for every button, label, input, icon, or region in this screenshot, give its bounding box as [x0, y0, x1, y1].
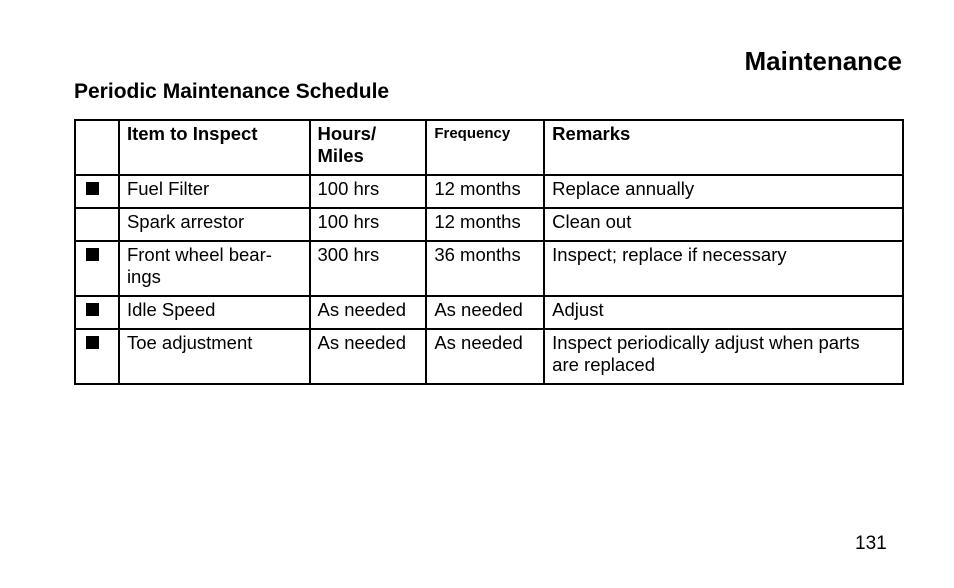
row-item: Fuel Filter — [119, 175, 310, 208]
row-hours: 100 hrs — [310, 208, 427, 241]
black-square-icon — [86, 336, 99, 349]
header-mark — [75, 120, 119, 175]
row-item: Idle Speed — [119, 296, 310, 329]
row-frequency: 12 months — [426, 208, 544, 241]
page-number: 131 — [855, 533, 887, 554]
row-marker-cell — [75, 296, 119, 329]
table-title: Periodic Maintenance Schedule — [74, 80, 390, 103]
row-hours: 100 hrs — [310, 175, 427, 208]
row-remarks: Inspect; replace if necessary — [544, 241, 903, 296]
row-marker-cell — [75, 208, 119, 241]
section-title: Maintenance — [744, 46, 902, 76]
row-remarks: Clean out — [544, 208, 903, 241]
black-square-icon — [86, 182, 99, 195]
row-remarks: Adjust — [544, 296, 903, 329]
row-marker-cell — [75, 241, 119, 296]
table-row — [75, 241, 903, 296]
table-header-row — [75, 120, 903, 175]
header-remarks: Remarks — [544, 120, 903, 175]
row-hours: 300 hrs — [310, 241, 427, 296]
black-square-icon — [86, 248, 99, 261]
black-square-icon — [86, 303, 99, 316]
row-item: Front wheel bear- ings — [119, 241, 310, 296]
header-frequency: Frequency — [426, 120, 544, 175]
maintenance-schedule-table — [74, 119, 904, 385]
table-row — [75, 296, 903, 329]
row-marker-cell — [75, 175, 119, 208]
table-row — [75, 175, 903, 208]
header-hours: Hours/ Miles — [310, 120, 427, 175]
row-remarks: Inspect periodically adjust when parts are replaced — [544, 329, 903, 384]
row-hours: As needed — [310, 296, 427, 329]
table-row — [75, 329, 903, 384]
row-item: Spark arrestor — [119, 208, 310, 241]
row-marker-cell — [75, 329, 119, 384]
row-frequency: As needed — [426, 296, 544, 329]
row-item: Toe adjustment — [119, 329, 310, 384]
row-frequency: 12 months — [426, 175, 544, 208]
row-frequency: As needed — [426, 329, 544, 384]
row-frequency: 36 months — [426, 241, 544, 296]
table-row — [75, 208, 903, 241]
row-remarks: Replace annually — [544, 175, 903, 208]
header-item: Item to Inspect — [119, 120, 310, 175]
row-hours: As needed — [310, 329, 427, 384]
